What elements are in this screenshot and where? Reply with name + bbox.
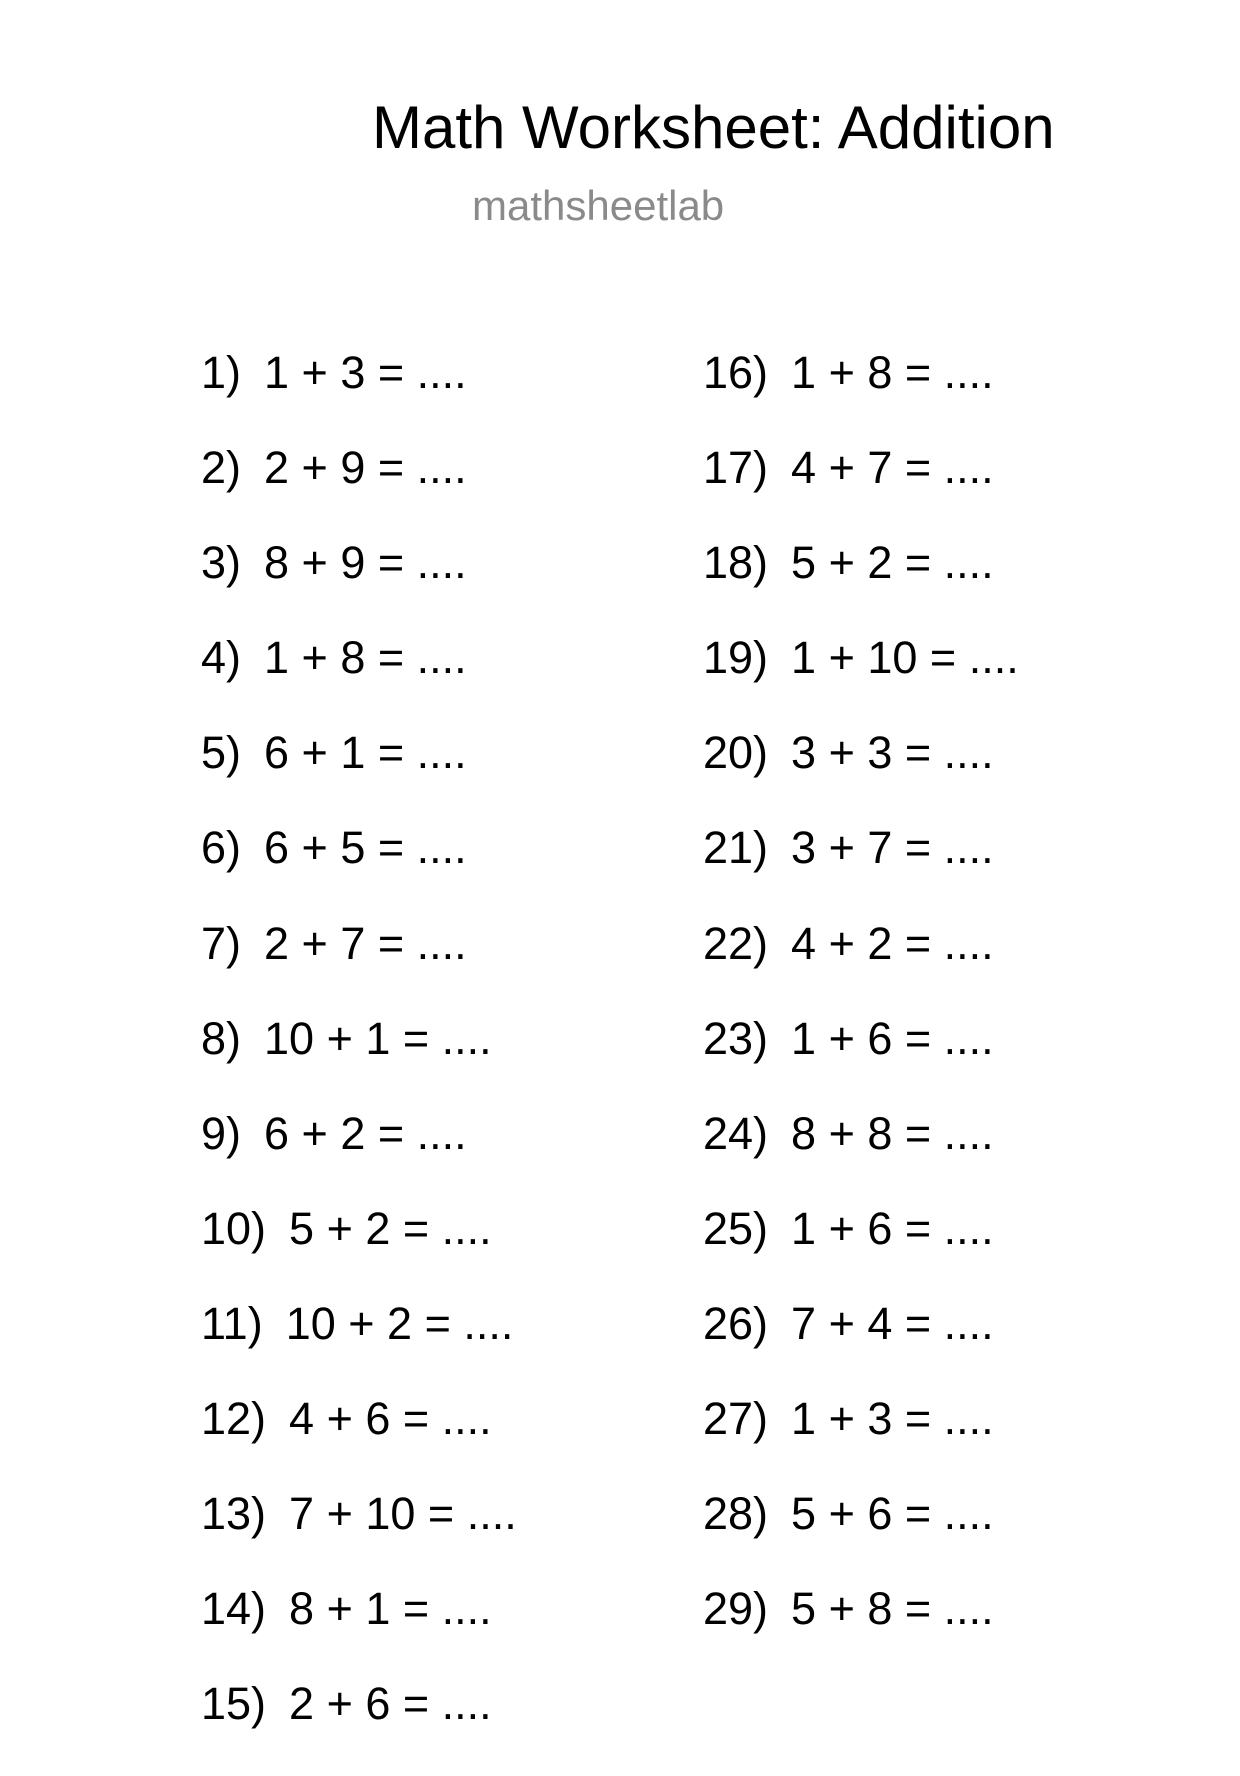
problem-item: [703, 1583, 1019, 1681]
problem-item: [703, 442, 1019, 540]
problem-item: [201, 917, 517, 1016]
problem-item: [703, 1297, 1019, 1396]
problem-number: 5): [201, 727, 242, 779]
problem-number: 20): [703, 727, 769, 779]
problem-number: 7): [201, 917, 242, 969]
problem-column-right: [703, 347, 1019, 1681]
problem-expression: 2 + 6 = ....: [289, 1678, 492, 1730]
problem-expression: 8 + 9 = ....: [264, 537, 467, 589]
site-name: mathsheetlab: [472, 182, 725, 229]
problem-item: [201, 347, 517, 445]
problem-item: [703, 347, 1019, 445]
problem-item: [703, 1488, 1019, 1586]
problem-number: 27): [703, 1393, 769, 1445]
problem-expression: 1 + 8 = ....: [791, 347, 994, 398]
problem-number: 10): [201, 1202, 267, 1254]
problem-item: [201, 1202, 517, 1301]
problem-expression: 10 + 2 = ....: [285, 1297, 514, 1349]
problem-expression: 6 + 2 = ....: [264, 1107, 467, 1159]
problem-item: [703, 1202, 1019, 1301]
problem-item: [703, 727, 1019, 825]
problem-expression: 5 + 8 = ....: [791, 1583, 994, 1635]
problem-expression: 5 + 6 = ....: [791, 1488, 994, 1540]
problem-number: 22): [703, 917, 769, 969]
problem-number: 17): [703, 442, 769, 494]
problem-item: [201, 1012, 517, 1111]
problem-number: 12): [201, 1393, 267, 1445]
problem-number: 14): [201, 1583, 267, 1635]
problem-expression: 4 + 6 = ....: [289, 1393, 492, 1445]
problem-expression: 7 + 10 = ....: [289, 1488, 517, 1540]
problem-expression: 1 + 3 = ....: [791, 1393, 994, 1445]
problem-item: [201, 822, 517, 920]
problem-expression: 3 + 7 = ....: [791, 822, 994, 874]
problem-number: 1): [201, 347, 242, 398]
problem-item: [703, 917, 1019, 1016]
problem-item: [201, 442, 517, 540]
problem-number: 19): [703, 632, 769, 684]
problem-number: 6): [201, 822, 242, 874]
problem-expression: 8 + 1 = ....: [289, 1583, 492, 1635]
problem-number: 29): [703, 1583, 769, 1635]
problem-item: [703, 1012, 1019, 1111]
problem-number: 9): [201, 1107, 242, 1159]
page-title: Math Worksheet: Addition: [372, 94, 1055, 161]
problem-item: [201, 1678, 517, 1776]
problem-expression: 2 + 9 = ....: [264, 442, 467, 494]
problem-number: 8): [201, 1012, 242, 1064]
problem-item: [703, 822, 1019, 920]
problem-item: [703, 537, 1019, 635]
problem-number: 15): [201, 1678, 267, 1730]
problem-expression: 7 + 4 = ....: [791, 1297, 994, 1349]
problem-number: 21): [703, 822, 769, 874]
problem-number: 13): [201, 1488, 267, 1540]
problem-expression: 2 + 7 = ....: [264, 917, 467, 969]
problem-number: 11): [201, 1297, 263, 1349]
problem-expression: 1 + 6 = ....: [791, 1202, 994, 1254]
problem-item: [201, 632, 517, 730]
problem-item: [201, 1393, 517, 1491]
problem-number: 2): [201, 442, 242, 494]
problem-item: [703, 1107, 1019, 1206]
problem-number: 4): [201, 632, 242, 684]
problem-item: [201, 1297, 517, 1396]
problem-expression: 1 + 6 = ....: [791, 1012, 994, 1064]
problem-item: [201, 1488, 517, 1586]
problem-number: 26): [703, 1297, 769, 1349]
problem-item: [201, 727, 517, 825]
problem-item: [201, 537, 517, 635]
problem-expression: 5 + 2 = ....: [289, 1202, 492, 1254]
problem-item: [703, 632, 1019, 730]
problem-expression: 8 + 8 = ....: [791, 1107, 994, 1159]
problem-item: [201, 1107, 517, 1206]
problem-expression: 4 + 2 = ....: [791, 917, 994, 969]
problem-number: 16): [703, 347, 769, 398]
problem-expression: 10 + 1 = ....: [264, 1012, 492, 1064]
problem-column-left: [201, 347, 517, 1776]
problem-number: 23): [703, 1012, 769, 1064]
problem-number: 3): [201, 537, 242, 589]
problem-number: 28): [703, 1488, 769, 1540]
problem-expression: 3 + 3 = ....: [791, 727, 994, 779]
problem-expression: 5 + 2 = ....: [791, 537, 994, 589]
problem-expression: 1 + 3 = ....: [264, 347, 467, 398]
problem-expression: 1 + 8 = ....: [264, 632, 467, 684]
problem-expression: 6 + 1 = ....: [264, 727, 467, 779]
problem-expression: 1 + 10 = ....: [791, 632, 1019, 684]
problem-number: 24): [703, 1107, 769, 1159]
problem-item: [201, 1583, 517, 1681]
problem-number: 18): [703, 537, 769, 589]
problem-number: 25): [703, 1202, 769, 1254]
problem-expression: 6 + 5 = ....: [264, 822, 467, 874]
problem-expression: 4 + 7 = ....: [791, 442, 994, 494]
problem-item: [703, 1393, 1019, 1491]
